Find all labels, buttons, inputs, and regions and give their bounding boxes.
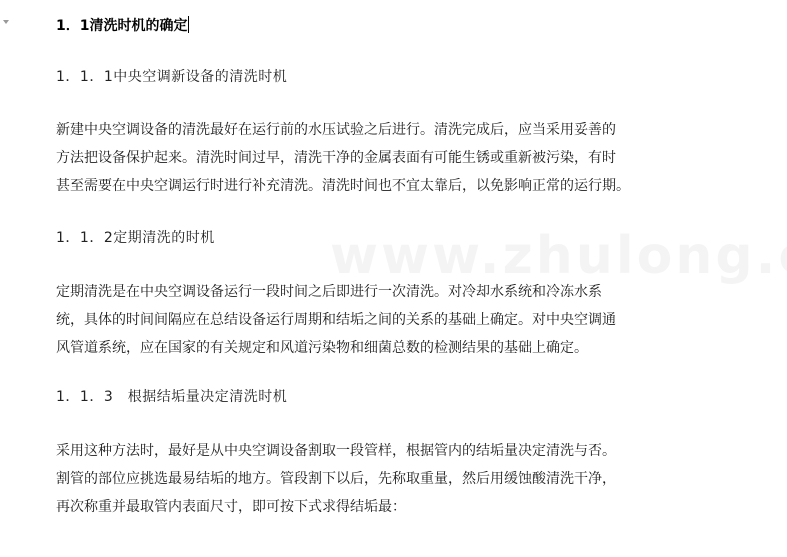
subsection-title-1: 1．1．1中央空调新设备的清洗时机: [56, 69, 288, 85]
paragraph-line: 统，具体的时间间隔应在总结设备运行周期和结垢之间的关系的基础上确定。对中央空调通: [56, 312, 616, 328]
paragraph-line: 方法把设备保护起来。清洗时间过早，清洗干净的金属表面有可能生锈或重新被污染，有时: [56, 150, 616, 166]
text-cursor: [188, 16, 189, 33]
subsection-title-3: 1．1．3 根据结垢量决定清洗时机: [56, 389, 288, 405]
section-heading[interactable]: [56, 16, 189, 36]
paragraph-line: 割管的部位应挑选最易结垢的地方。管段割下以后，先称取重量，然后用缓蚀酸清洗干净，: [56, 471, 616, 487]
watermark: [330, 226, 787, 286]
paragraph-line: 甚至需要在中央空调运行时进行补充清洗。清洗时间也不宜太靠后，以免影响正常的运行期。: [56, 178, 630, 194]
margin-marker-icon: [3, 20, 9, 24]
paragraph-line: 定期清洗是在中央空调设备运行一段时间之后即进行一次清洗。对冷却水系统和冷冻水系: [56, 284, 602, 300]
paragraph-line: 新建中央空调设备的清洗最好在运行前的水压试验之后进行。清洗完成后，应当采用妥善的: [56, 122, 616, 138]
heading-text: 1．1清洗时机的确定: [56, 18, 188, 34]
paragraph-line: 再次称重并最取管内表面尺寸，即可按下式求得结垢最：: [56, 499, 406, 515]
paragraph-line: 风管道系统，应在国家的有关规定和风道污染物和细菌总数的检测结果的基础上确定。: [56, 340, 588, 356]
paragraph-line: 采用这种方法时，最好是从中央空调设备割取一段管样，根据管内的结垢量决定清洗与否。: [56, 443, 616, 459]
subsection-title-2: 1．1．2定期清洗的时机: [56, 230, 215, 246]
